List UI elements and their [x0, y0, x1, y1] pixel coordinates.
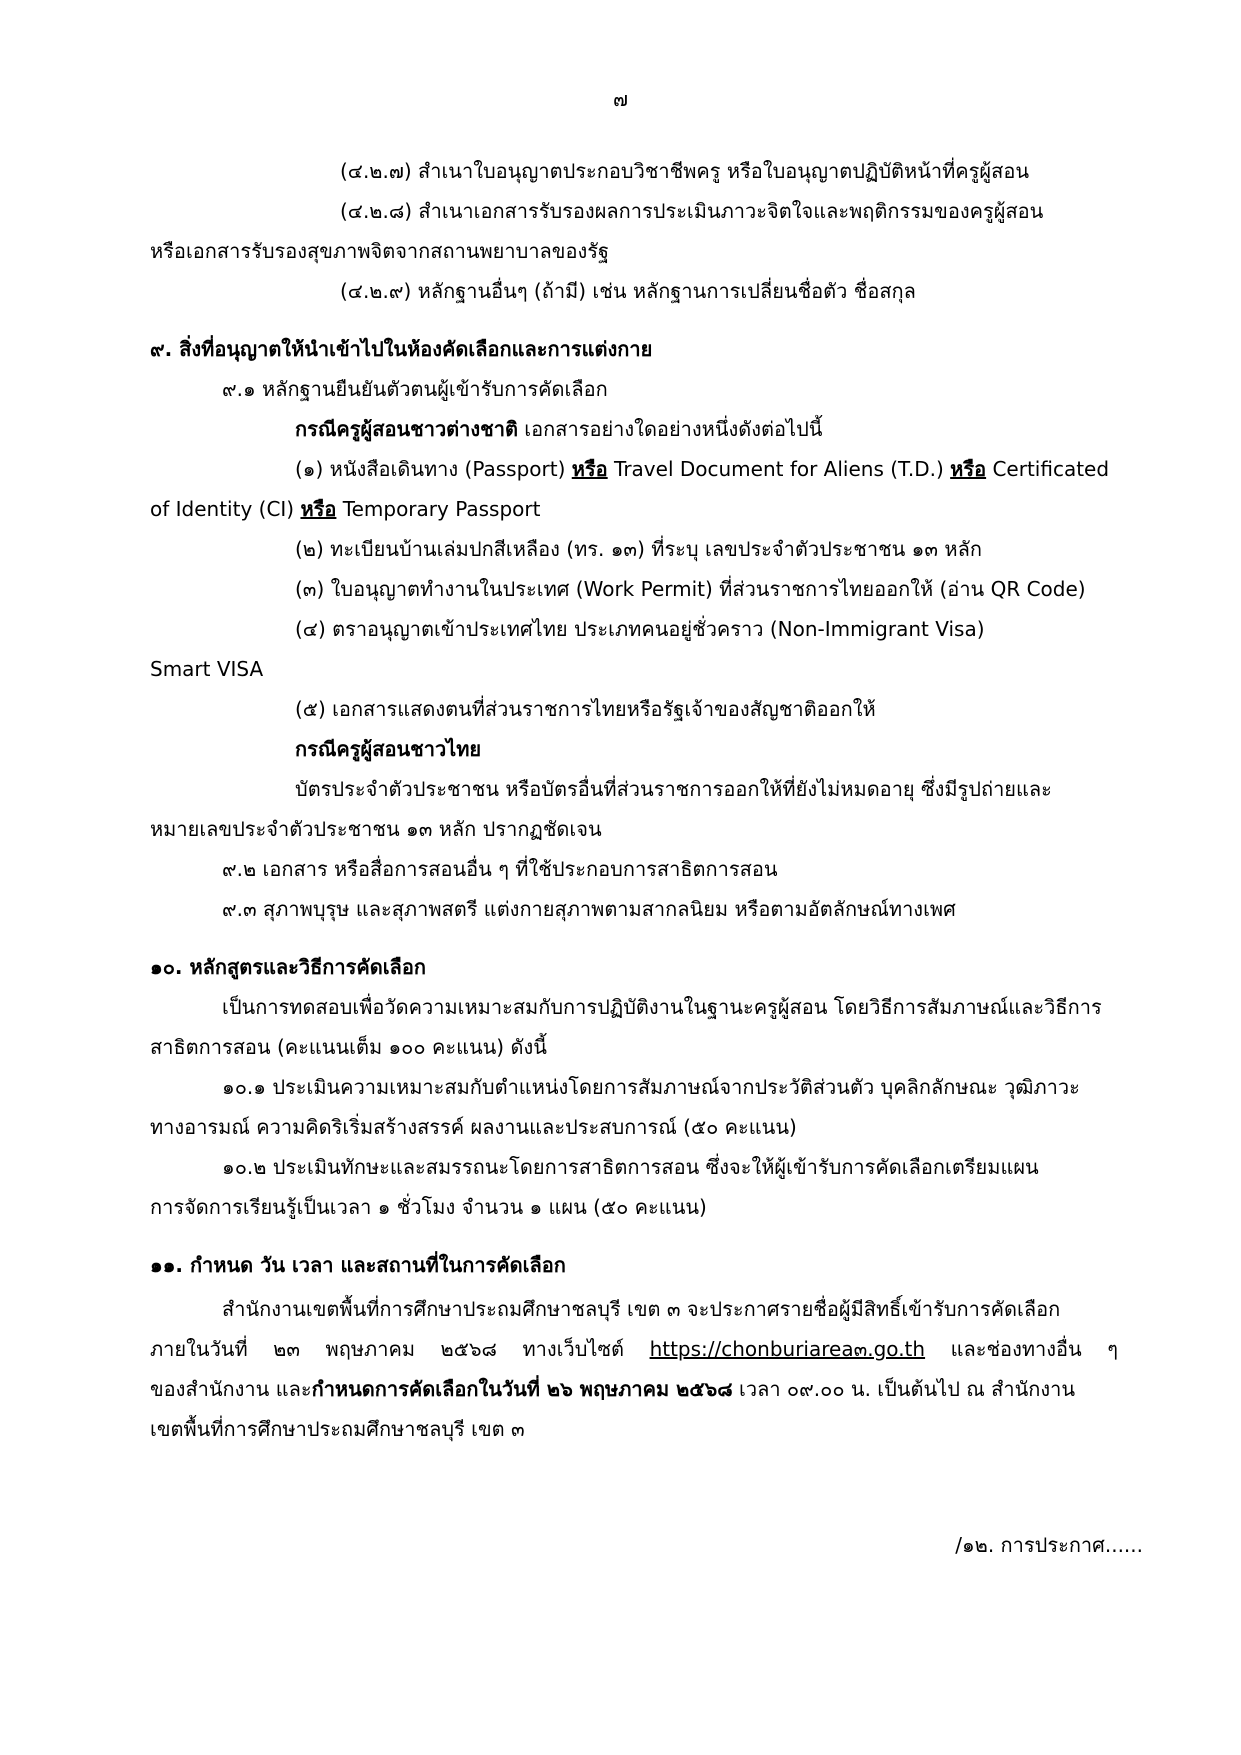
line3-office: ของสำนักงาน และ	[150, 1377, 312, 1401]
line2-word: ภายในวันที่	[150, 1337, 248, 1361]
foreign-teacher-text: เอกสารอย่างใดอย่างหนึ่งดังต่อไปนี้	[517, 417, 823, 441]
line2-word: ทางเว็บไซต์	[522, 1337, 625, 1361]
doc-4-line1: (๔) ตราอนุญาตเข้าประเทศไทย ประเภทคนอยู่ชั่วคราว (Non-Immigrant Visa)	[295, 617, 985, 641]
doc-1-identity: of Identity (CI)	[150, 497, 301, 521]
doc-5: (๕) เอกสารแสดงตนที่ส่วนราชการไทยหรือรัฐเจ้าของสัญชาติออกให้	[295, 697, 876, 721]
section-11-line2	[150, 1334, 1118, 1364]
selection-date: กำหนดการคัดเลือกในวันที่ ๒๖ พฤษภาคม ๒๕๖๘	[311, 1377, 733, 1401]
section-11-line3	[150, 1374, 1075, 1404]
section-11-line4: เขตพื้นที่การศึกษาประถมศึกษาชลบุรี เขต ๓	[150, 1417, 525, 1441]
section-11-heading: ๑๑. กำหนด วัน เวลา และสถานที่ในการคัดเลือก	[150, 1253, 566, 1277]
doc-1-line1	[295, 454, 1109, 484]
or-word: หรือ	[300, 497, 337, 521]
item-4-2-9: (๔.๒.๙) หลักฐานอื่นๆ (ถ้ามี) เช่น หลักฐานการเปลี่ยนชื่อตัว ชื่อสกุล	[340, 279, 916, 303]
website-link[interactable]: https://chonburiarea๓.go.th	[649, 1337, 926, 1361]
item-10-1-line1: ๑๐.๑ ประเมินความเหมาะสมกับตำแหน่งโดยการสัมภาษณ์จากประวัติส่วนตัว บุคลิกลักษณะ วุฒิภาวะ	[222, 1075, 1080, 1099]
doc-1-passport: (๑) หนังสือเดินทาง (Passport)	[295, 457, 572, 481]
doc-1-travel-document: Travel Document for Aliens (T.D.)	[607, 457, 951, 481]
doc-2: (๒) ทะเบียนบ้านเล่มปกสีเหลือง (ทร. ๑๓) ที่ระบุ เลขประจำตัวประชาชน ๑๓ หลัก	[295, 537, 982, 561]
thai-teacher-label: กรณีครูผู้สอนชาวไทย	[295, 737, 482, 761]
foreign-teacher-label: กรณีครูผู้สอนชาวต่างชาติ	[295, 417, 518, 441]
next-page-reference: /๑๒. การประกาศ......	[955, 1533, 1143, 1557]
thai-teacher-line2: หมายเลขประจำตัวประชาชน ๑๓ หลัก ปรากฏชัดเจน	[150, 817, 602, 841]
section-10-intro-line2: สาธิตการสอน (คะแนนเต็ม ๑๐๐ คะแนน) ดังนี้	[150, 1035, 547, 1059]
doc-4-line2: Smart VISA	[150, 657, 264, 681]
item-9-1: ๙.๑ หลักฐานยืนยันตัวตนผู้เข้ารับการคัดเลือก	[222, 377, 608, 401]
item-4-2-8-line1: (๔.๒.๘) สำเนาเอกสารรับรองผลการประเมินภาวะจิตใจและพฤติกรรมของครูผู้สอน	[340, 199, 1044, 223]
doc-1-temporary-passport: Temporary Passport	[336, 497, 541, 521]
item-9-2: ๙.๒ เอกสาร หรือสื่อการสอนอื่น ๆ ที่ใช้ประกอบการสาธิตการสอน	[222, 857, 778, 881]
section-10-heading: ๑๐. หลักสูตรและวิธีการคัดเลือก	[150, 955, 426, 979]
or-word: หรือ	[571, 457, 608, 481]
foreign-teacher-case	[295, 414, 822, 444]
item-4-2-7: (๔.๒.๗) สำเนาใบอนุญาตประกอบวิชาชีพครู หรือใบอนุญาตปฏิบัติหน้าที่ครูผู้สอน	[340, 159, 1030, 183]
line2-word: พฤษภาคม	[325, 1337, 415, 1361]
item-4-2-8-line2: หรือเอกสารรับรองสุขภาพจิตจากสถานพยาบาลของรัฐ	[150, 239, 610, 263]
section-11-line1: สำนักงานเขตพื้นที่การศึกษาประถมศึกษาชลบุรี เขต ๓ จะประกาศรายชื่อผู้มีสิทธิ์เข้ารับการคัดเลือก	[222, 1297, 1061, 1321]
or-word: หรือ	[950, 457, 987, 481]
section-9-heading: ๙. สิ่งที่อนุญาตให้นำเข้าไปในห้องคัดเลือกและการแต่งกาย	[150, 337, 653, 361]
page-number: ๗	[612, 87, 629, 111]
line2-word: ๒๕๖๘	[440, 1337, 497, 1361]
doc-3: (๓) ใบอนุญาตทำงานในประเทศ (Work Permit) ที่ส่วนราชการไทยออกให้ (อ่าน QR Code)	[295, 577, 1086, 601]
line2-word: ๒๓	[273, 1337, 301, 1361]
line3-time-place: เวลา ๐๙.๐๐ น. เป็นต้นไป ณ สำนักงาน	[732, 1377, 1076, 1401]
line2-word: และช่องทางอื่น	[950, 1337, 1082, 1361]
doc-1-line2	[150, 494, 540, 524]
doc-1-certificated: Certificated	[986, 457, 1110, 481]
section-10-intro-line1: เป็นการทดสอบเพื่อวัดความเหมาะสมกับการปฏิบัติงานในฐานะครูผู้สอน โดยวิธีการสัมภาษณ์และวิธีการ	[222, 995, 1102, 1019]
line2-word: ๆ	[1107, 1337, 1118, 1361]
item-9-3: ๙.๓ สุภาพบุรุษ และสุภาพสตรี แต่งกายสุภาพตามสากลนิยม หรือตามอัตลักษณ์ทางเพศ	[222, 897, 956, 921]
thai-teacher-line1: บัตรประจำตัวประชาชน หรือบัตรอื่นที่ส่วนราชการออกให้ที่ยังไม่หมดอายุ ซึ่งมีรูปถ่ายและ	[295, 777, 1052, 801]
item-10-1-line2: ทางอารมณ์ ความคิดริเริ่มสร้างสรรค์ ผลงานและประสบการณ์ (๕๐ คะแนน)	[150, 1115, 797, 1139]
item-10-2-line1: ๑๐.๒ ประเมินทักษะและสมรรถนะโดยการสาธิตการสอน ซึ่งจะให้ผู้เข้ารับการคัดเลือกเตรียมแผน	[222, 1155, 1039, 1179]
item-10-2-line2: การจัดการเรียนรู้เป็นเวลา ๑ ชั่วโมง จำนวน ๑ แผน (๕๐ คะแนน)	[150, 1195, 707, 1219]
